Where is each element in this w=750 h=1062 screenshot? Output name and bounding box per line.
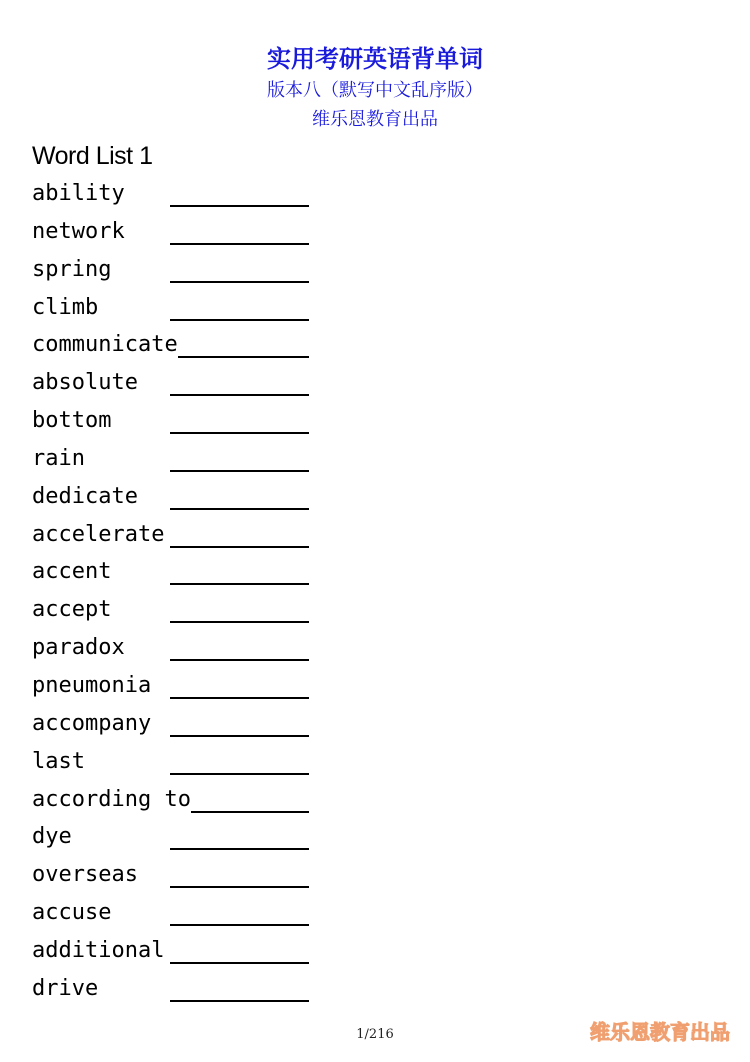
answer-blank [170, 508, 309, 510]
word-text: accent [32, 557, 111, 587]
word-row [32, 441, 322, 479]
word-row [32, 857, 322, 895]
word-row [32, 252, 322, 290]
word-row [32, 819, 322, 857]
answer-blank [170, 583, 309, 585]
answer-blank [170, 432, 309, 434]
answer-blank [170, 394, 309, 396]
word-text: last [32, 747, 85, 777]
word-text: paradox [32, 633, 125, 663]
answer-blank [170, 356, 309, 358]
answer-blank [170, 848, 309, 850]
answer-blank [170, 697, 309, 699]
word-row [32, 176, 322, 214]
word-row [32, 214, 322, 252]
answer-blank [170, 243, 309, 245]
answer-blank [170, 962, 309, 964]
word-row [32, 895, 322, 933]
word-text: overseas [32, 860, 138, 890]
answer-blank [170, 1000, 309, 1002]
word-row [32, 517, 322, 555]
answer-blank [170, 659, 309, 661]
word-text: accept [32, 595, 111, 625]
word-row [32, 290, 322, 328]
watermark-logo: 维乐恩教育出品 [590, 1020, 730, 1044]
word-row [32, 554, 322, 592]
word-text: spring [32, 255, 111, 285]
word-row [32, 971, 322, 1009]
word-row [32, 668, 322, 706]
version-subtitle: 版本八（默写中文乱序版） [267, 80, 483, 101]
word-text: additional [32, 936, 164, 966]
word-text: accompany [32, 709, 151, 739]
answer-blank [170, 621, 309, 623]
word-row [32, 479, 322, 517]
word-row [32, 592, 322, 630]
answer-blank [170, 205, 309, 207]
word-row [32, 933, 322, 971]
word-row [32, 630, 322, 668]
answer-blank [170, 773, 309, 775]
publisher-line: 维乐恩教育出品 [312, 109, 438, 130]
page-number: 1/216 [356, 1027, 394, 1042]
word-text: accuse [32, 898, 111, 928]
word-text: accelerate [32, 520, 164, 550]
answer-blank [170, 924, 309, 926]
page-title: 实用考研英语背单词 [267, 45, 483, 73]
word-row [32, 365, 322, 403]
word-row [32, 327, 322, 365]
word-text: rain [32, 444, 85, 474]
answer-blank [170, 281, 309, 283]
word-text: drive [32, 974, 98, 1004]
answer-blank [170, 735, 309, 737]
answer-blank [170, 470, 309, 472]
word-text: dye [32, 822, 72, 852]
word-text: climb [32, 293, 98, 323]
word-list-heading: Word List 1 [32, 142, 153, 170]
word-text: network [32, 217, 125, 247]
word-text: absolute [32, 368, 138, 398]
answer-blank [170, 319, 309, 321]
word-text: according to [32, 785, 191, 815]
word-text: dedicate [32, 482, 138, 512]
word-text: communicate [32, 330, 178, 360]
word-row [32, 782, 322, 820]
word-text: pneumonia [32, 671, 151, 701]
word-row [32, 744, 322, 782]
word-row [32, 706, 322, 744]
word-text: bottom [32, 406, 111, 436]
answer-blank [170, 886, 309, 888]
word-row [32, 403, 322, 441]
word-list [32, 176, 322, 1009]
answer-blank [170, 546, 309, 548]
word-text: ability [32, 179, 125, 209]
